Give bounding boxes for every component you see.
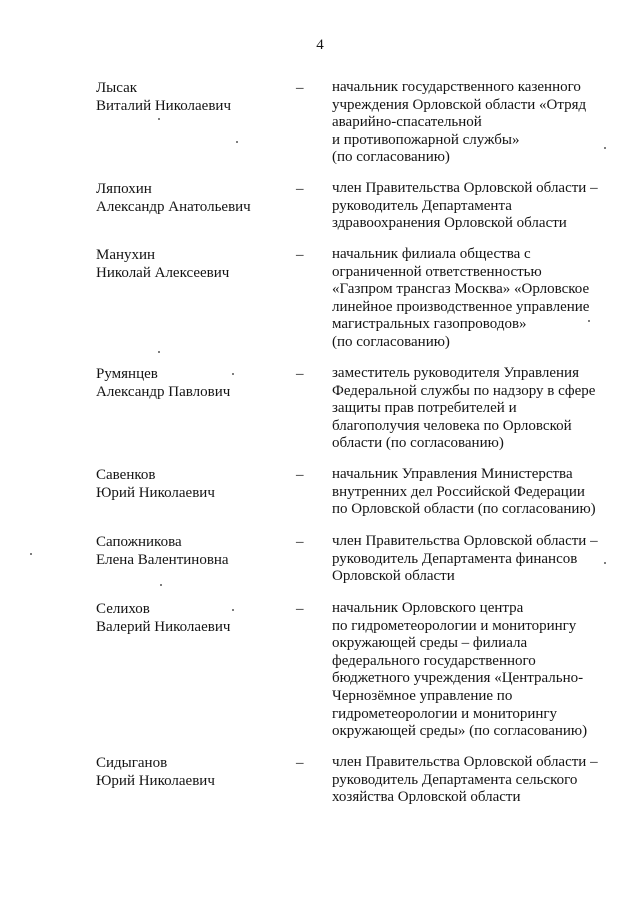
member-given-names: Виталий Николаевич xyxy=(96,98,231,114)
member-name xyxy=(96,466,286,502)
member-position xyxy=(332,79,632,167)
position-line: Орловской области xyxy=(332,568,455,585)
position-line: области (по согласованию) xyxy=(332,435,504,452)
position-line: Федеральной службы по надзору в сфере xyxy=(332,382,596,399)
position-line: магистральных газопроводов» xyxy=(332,316,527,333)
member-given-names: Александр Анатольевич xyxy=(96,199,251,215)
position-line: и противопожарной службы» xyxy=(332,131,520,148)
position-line: внутренних дел Российской Федерации xyxy=(332,483,585,500)
member-name xyxy=(96,79,286,115)
scan-speck xyxy=(604,147,606,149)
member-given-names: Валерий Николаевич xyxy=(96,619,231,635)
member-name xyxy=(96,180,286,216)
member-given-names: Александр Павлович xyxy=(96,384,231,400)
scan-speck xyxy=(160,584,162,586)
member-position xyxy=(332,180,632,233)
separator-dash: – xyxy=(296,601,304,617)
position-line: защиты прав потребителей и xyxy=(332,400,517,417)
separator-dash: – xyxy=(296,755,304,771)
position-line: «Газпром трансгаз Москва» «Орловское xyxy=(332,281,590,298)
separator-dash: – xyxy=(296,366,304,382)
position-line: окружающей среды – филиала xyxy=(332,635,528,652)
position-line: начальник государственного казенного xyxy=(332,79,581,95)
position-line: хозяйства Орловской области xyxy=(332,789,521,806)
position-line: федерального государственного xyxy=(332,652,536,669)
member-name xyxy=(96,600,286,636)
position-line: руководитель Департамента финансов xyxy=(332,550,578,567)
position-line: начальник Управления Министерства xyxy=(332,466,573,482)
scan-speck xyxy=(158,118,160,120)
separator-dash: – xyxy=(296,467,304,483)
separator-dash: – xyxy=(296,247,304,263)
position-line: (по согласованию) xyxy=(332,149,450,166)
member-surname: Румянцев xyxy=(96,366,158,382)
position-line: член Правительства Орловской области – xyxy=(332,180,598,196)
position-line: член Правительства Орловской области – xyxy=(332,533,598,549)
position-line: окружающей среды» (по согласованию) xyxy=(332,723,588,740)
member-position xyxy=(332,365,632,453)
separator-dash: – xyxy=(296,534,304,550)
scan-speck xyxy=(604,562,606,564)
scan-speck xyxy=(236,141,238,143)
position-line: ограниченной ответственностью xyxy=(332,263,542,280)
position-line: благополучия человека по Орловской xyxy=(332,417,572,434)
member-surname: Селихов xyxy=(96,601,150,617)
position-line: член Правительства Орловской области – xyxy=(332,754,598,770)
position-line: начальник филиала общества с xyxy=(332,246,531,262)
member-surname: Савенков xyxy=(96,467,156,483)
position-line: бюджетного учреждения «Центрально- xyxy=(332,670,584,687)
member-name xyxy=(96,754,286,790)
scan-speck xyxy=(30,553,32,555)
member-surname: Сапожникова xyxy=(96,534,182,550)
member-given-names: Юрий Николаевич xyxy=(96,773,215,789)
position-line: руководитель Департамента xyxy=(332,197,512,214)
member-surname: Лысак xyxy=(96,80,138,96)
scan-speck xyxy=(232,373,234,375)
member-given-names: Николай Алексеевич xyxy=(96,265,230,281)
member-surname: Сидыганов xyxy=(96,755,168,771)
scan-speck xyxy=(232,609,234,611)
position-line: гидрометеорологии и мониторингу xyxy=(332,705,558,722)
position-line: руководитель Департамента сельского xyxy=(332,771,578,788)
member-given-names: Елена Валентиновна xyxy=(96,552,229,568)
position-line: линейное производственное управление xyxy=(332,298,590,315)
position-line: здравоохранения Орловской области xyxy=(332,215,567,232)
member-position xyxy=(332,246,632,352)
member-name xyxy=(96,533,286,569)
separator-dash: – xyxy=(296,181,304,197)
page-number: 4 xyxy=(316,37,324,53)
member-name xyxy=(96,246,286,282)
member-name xyxy=(96,365,286,401)
scan-speck xyxy=(158,351,160,353)
member-surname: Ляпохин xyxy=(96,181,152,197)
position-line: по Орловской области (по согласованию) xyxy=(332,501,596,518)
position-line: заместитель руководителя Управления xyxy=(332,365,579,381)
position-line: начальник Орловского центра xyxy=(332,600,524,616)
position-line: аварийно-спасательной xyxy=(332,114,482,131)
member-position xyxy=(332,533,632,586)
member-position xyxy=(332,466,632,519)
member-surname: Манухин xyxy=(96,247,156,263)
member-given-names: Юрий Николаевич xyxy=(96,485,215,501)
position-line: учреждения Орловской области «Отряд xyxy=(332,96,587,113)
member-position xyxy=(332,754,632,807)
member-position xyxy=(332,600,632,741)
scan-speck xyxy=(588,320,590,322)
position-line: (по согласованию) xyxy=(332,333,450,350)
position-line: по гидрометеорологии и мониторингу xyxy=(332,617,577,634)
separator-dash: – xyxy=(296,80,304,96)
position-line: Чернозёмное управление по xyxy=(332,687,513,704)
